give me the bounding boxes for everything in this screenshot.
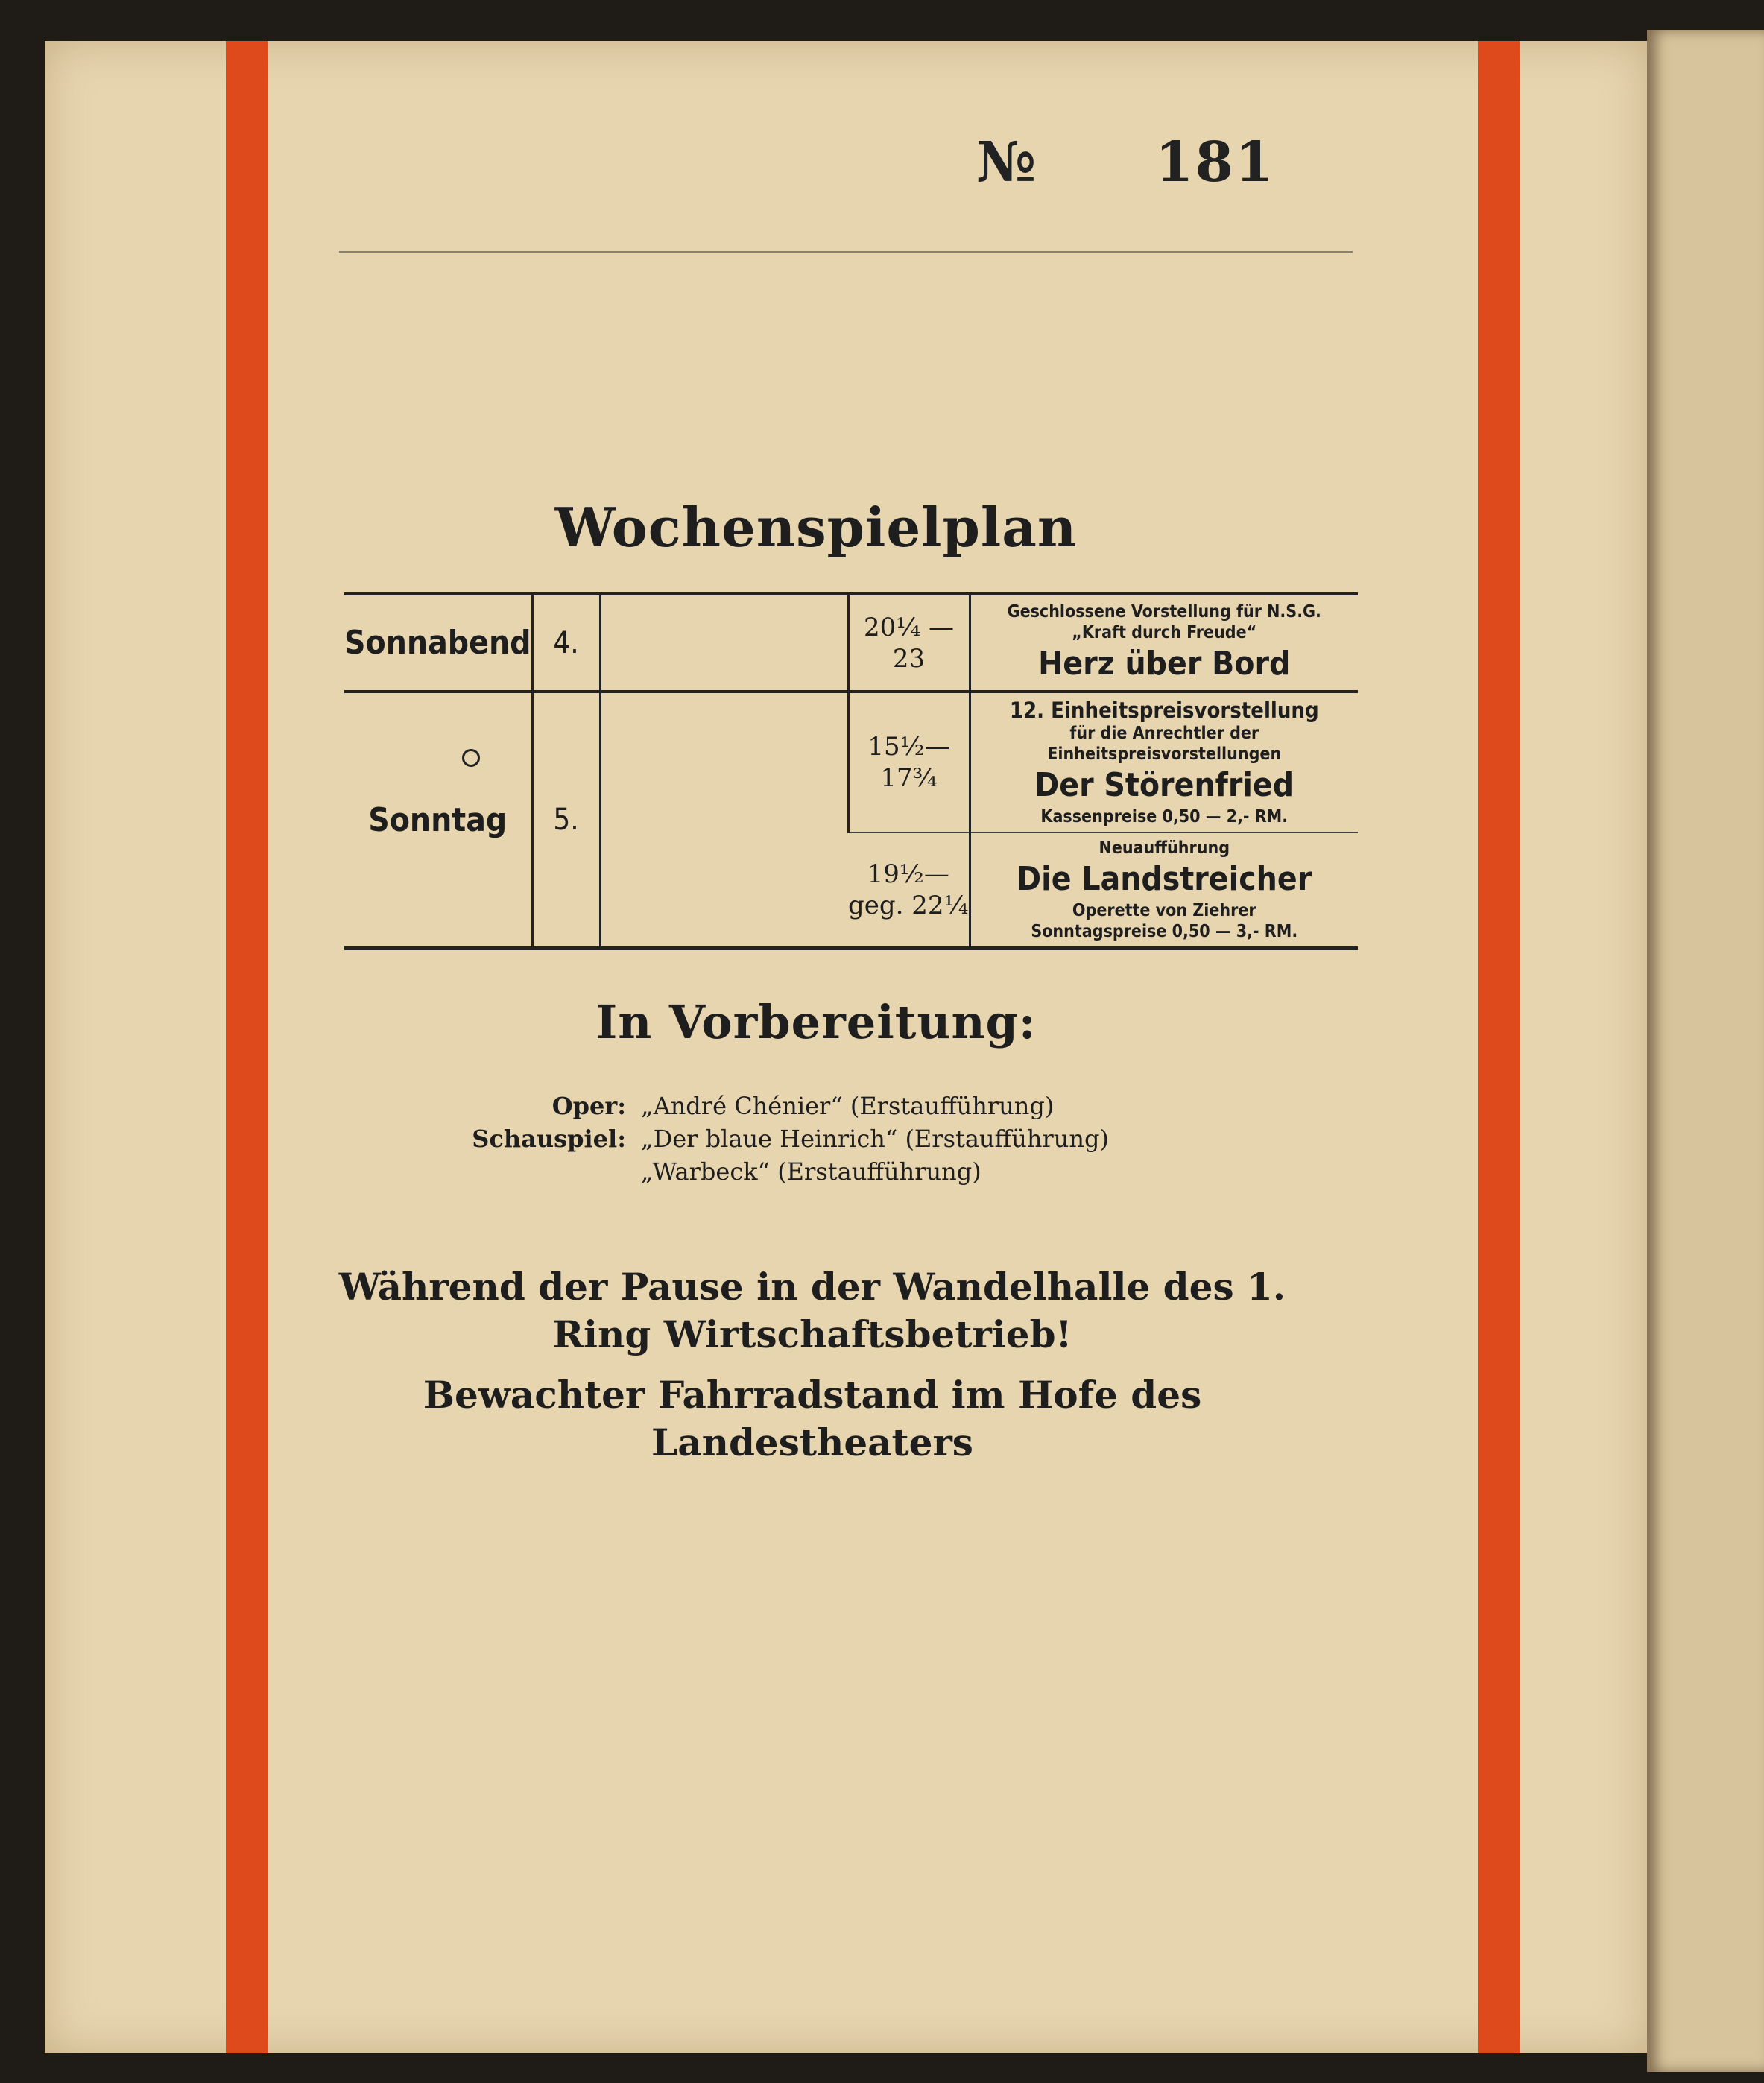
program-subtitle: Operette von Ziehrer [1072,901,1256,920]
table-row [344,692,1358,832]
genre-label: Schauspiel: [472,1125,626,1153]
circle-mark [462,749,480,767]
program-note: für die Anrechtler der [1069,724,1259,743]
pause-notice: Während der Pause in der Wandelhalle des 1. Ring Wirtschaftsbetrieb! [338,1265,1286,1356]
date-cell: 4. [532,594,600,692]
program-note: 12. Einheitspreisvorstellung [1009,698,1319,723]
table-row [344,594,1358,692]
blank-cell [600,594,848,692]
program-title: Der Störenfried [1034,766,1294,804]
program-note: Geschlossene Vorstellung für N.S.G. [1007,601,1321,622]
time-cell: 20¼ — 23 [848,594,970,692]
left-red-band [226,41,268,2053]
adjacent-page-edge [1647,30,1764,2072]
time-cell: 19½— geg. 22¼ [848,832,970,949]
program-title: Herz über Bord [1038,644,1291,683]
program-cell [970,594,1358,692]
bicycle-notice: Bewachter Fahrradstand im Hofe des Landestheaters [423,1373,1202,1464]
work-title: „Warbeck“ (Erstaufführung) [641,1157,981,1186]
work-title: „André Chénier“ (Erstaufführung) [641,1092,1055,1120]
program-cell [970,692,1358,832]
right-red-band [1478,41,1520,2053]
time-cell: 15½— 17¾ [848,692,970,832]
schedule-table [344,592,1358,950]
issue-prefix: № [976,130,1038,195]
program-prices: Sonntagspreise 0,50 — 3,- RM. [1031,922,1298,941]
date-cell: 5. [532,692,600,949]
preparation-title: In Vorbereitung: [595,995,1037,1049]
program-title: Die Landstreicher [1017,860,1312,898]
work-title: „Der blaue Heinrich“ (Erstaufführung) [641,1125,1109,1153]
program-prices: Kassenpreise 0,50 — 2,- RM. [1040,807,1289,826]
blank-cell [600,692,848,949]
program-note: Neuaufführung [1098,838,1230,858]
day-cell: Sonntag [344,692,532,949]
schedule-title: Wochenspielplan [554,496,1078,559]
issue-value: 181 [1155,130,1275,195]
program-note: Einheitspreisvorstellungen [1047,745,1282,764]
top-rule [339,251,1353,253]
genre-label: Oper: [551,1092,626,1120]
program-note: „Kraft durch Freude“ [1072,622,1257,642]
day-cell: Sonnabend [344,594,532,692]
program-cell [970,832,1358,949]
